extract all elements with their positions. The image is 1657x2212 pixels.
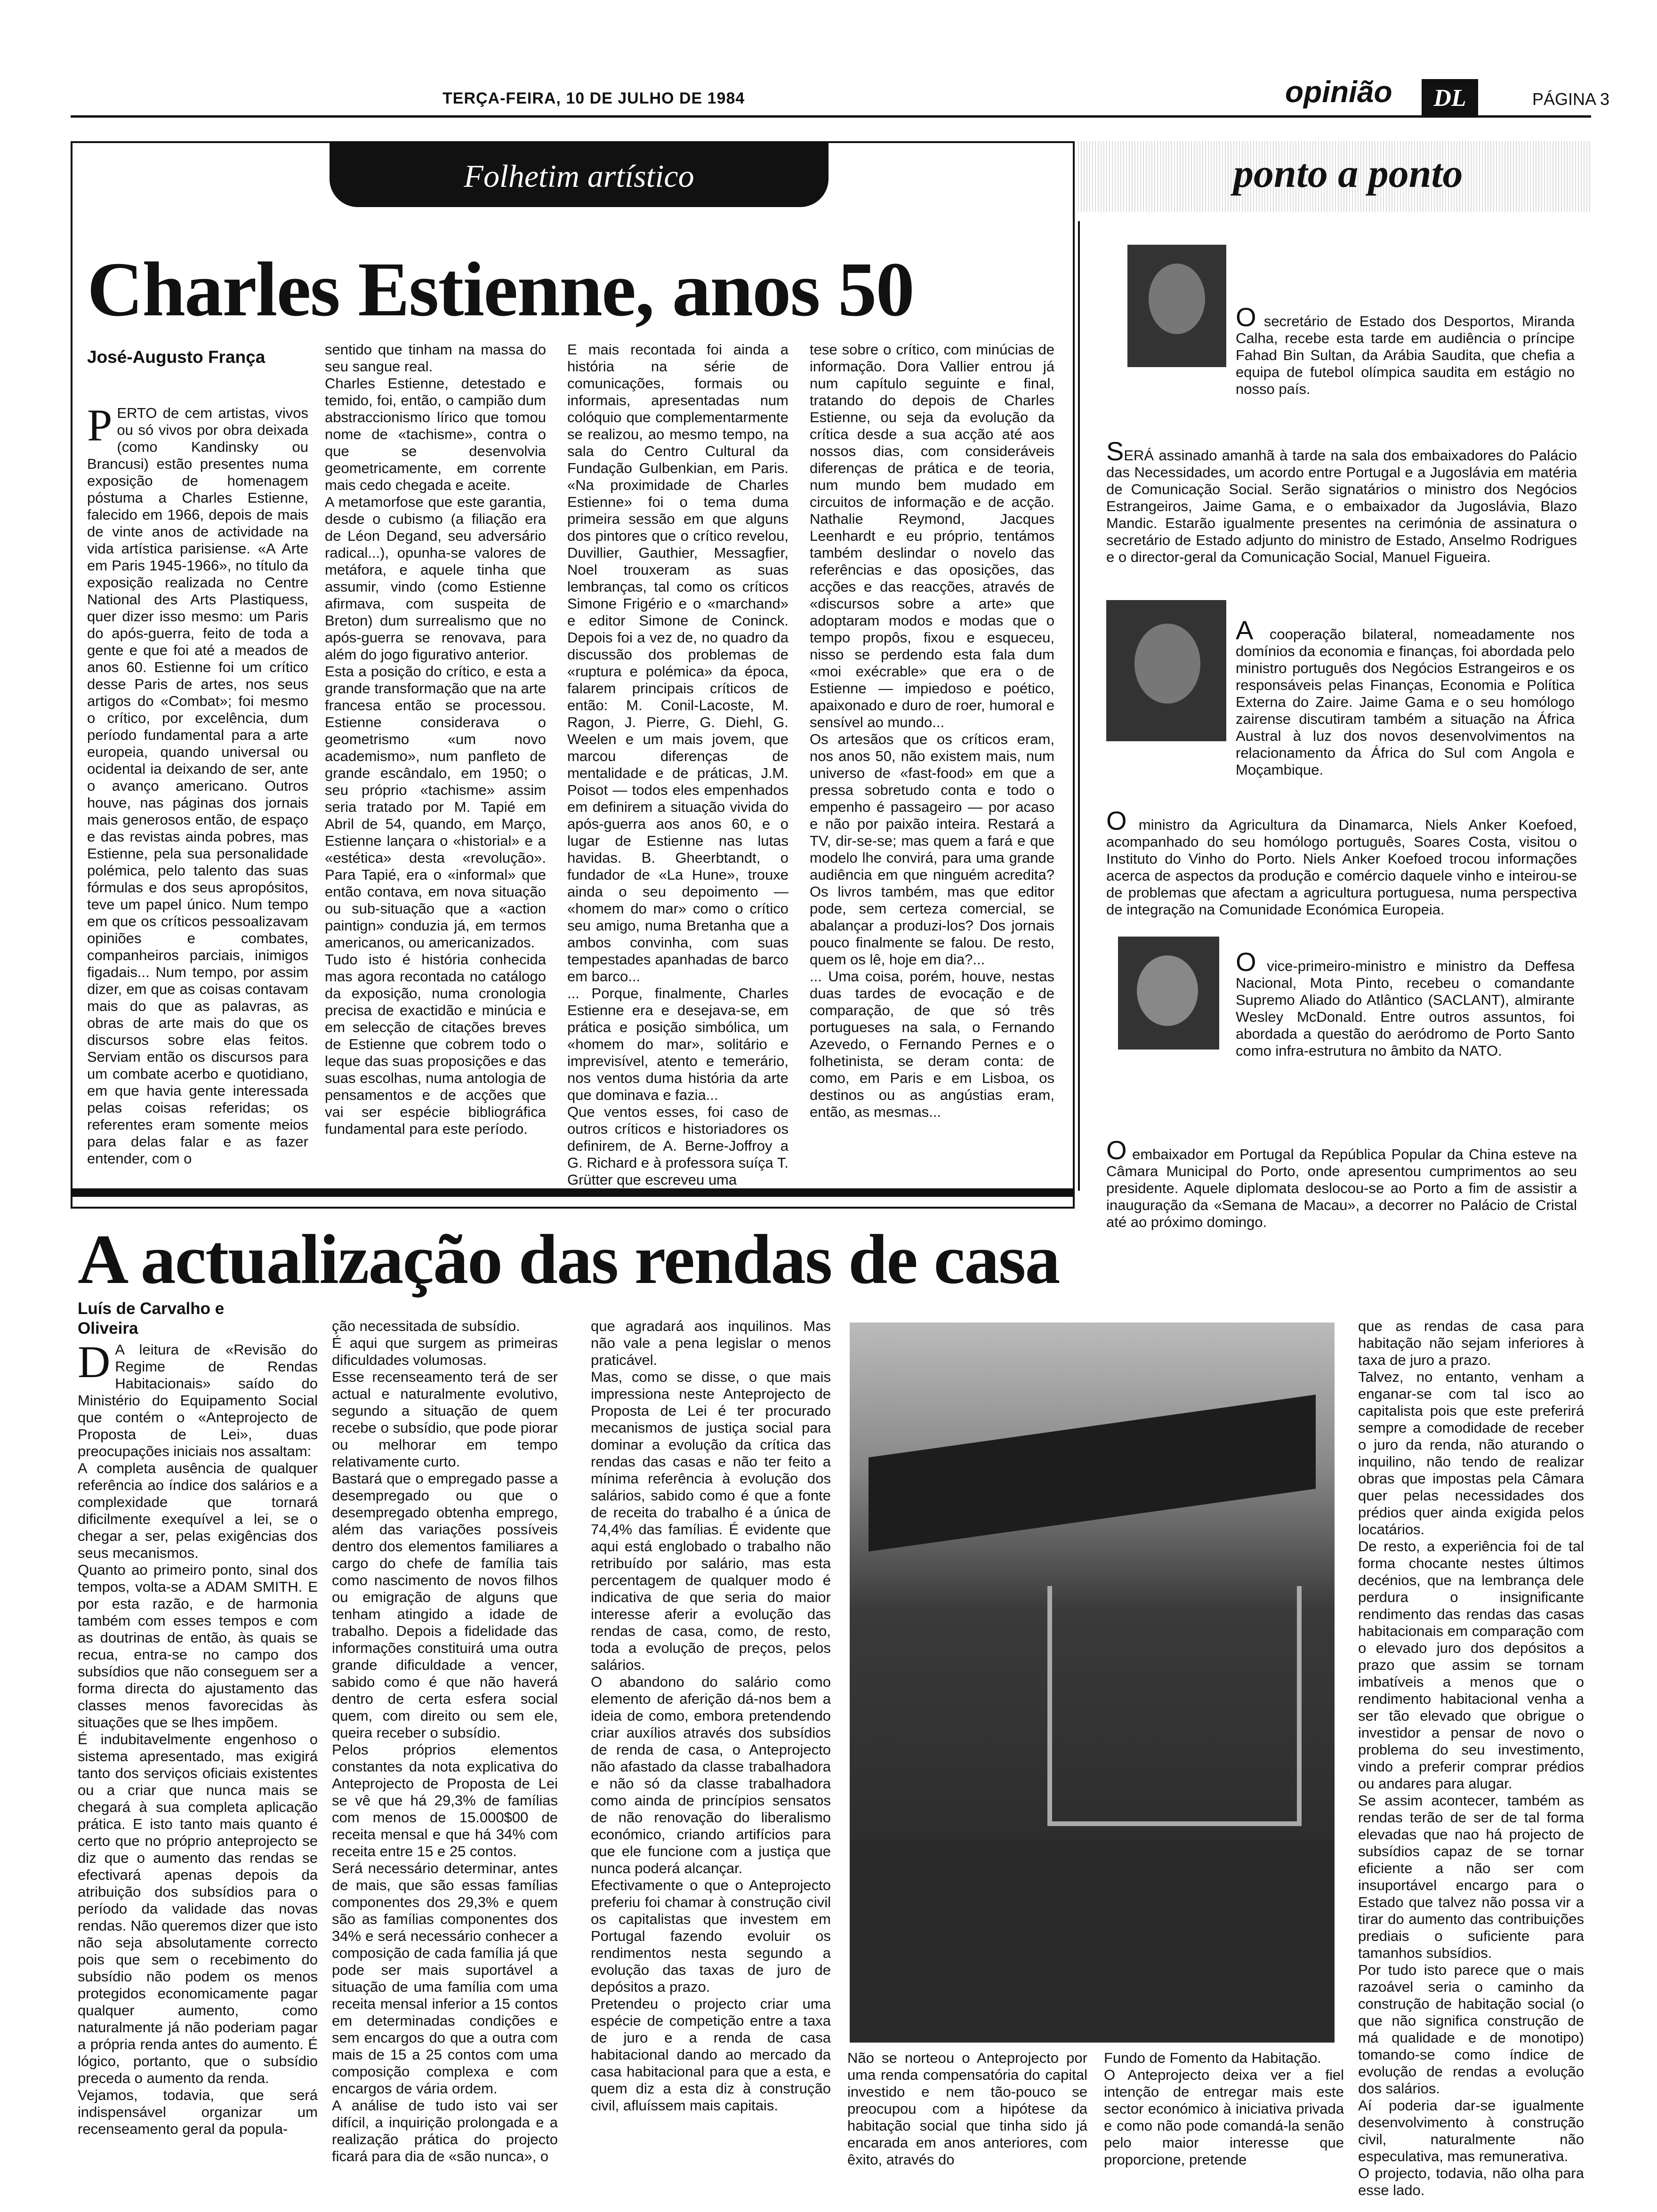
rendas-headline: A actualização das rendas de casa [78,1220,1060,1298]
rendas-column-5: que as rendas de casa para habitação não sejam inferiores à taxa de juro a prazo. Talvez, no entanto, venham a enganar-se com tal isco ao capitalista pois que este preferirá sempre a comodidade de receber o juro da renda, não aturando o inquilino, não tendo de realizar obras que impostas pela Câmara quer pelas necessidades dos prédios quer ainda exigida pelos locatários. De resto, a experiência foi de tal forma chocante nestes últimos decénios, que na lembrança dele perdura o insignificante rendimento das rendas das casas habitacionais em comparação com o elevado juro dos depósitos a prazo que assim se tornam imbatíveis a menos que o rendimento habitacional venha a ser tão elevado que obrigue o investidor a pensar de novo o problema do seu investimento, vindo a preferir comprar prédios ou andares para alugar. Se assim acontecer, também as rendas terão de ser de tal forma elevadas que nao há projecto de subsídios capaz de se tornar eficiente a não ser com insuportável encargo para o Estado que talvez não possa vir a tirar do aumento das contribuições prediais o suficiente para tamanhos subsídios. Por tudo isto parece que o mais razoável seria o caminho da construção de habitação social (o que não significa construção de má qualidade e de monotipo) tomando-se como índice de evolução de rendas a evolução dos salários. Aí poderia dar-se igualmente desenvolvimento à construção civil, naturalmente não especulativa, mas remunerativa. O projecto, todavia, não olha para esse lado. [1358,1318,1584,2198]
folhetim-column-4: tese sobre o crítico, com minúcias de informação. Dora Vallier entrou já num capítulo seguinte e final, tratando do depois de Charles Estienne, ou seja da evolução da crítica desde a sua acção até aos nossos dias, com consideráveis diferenças de prática e de teoria, num mundo bem mudado em circuitos de informação e de acção. Nathalie Reymond, Jacques Leenhardt e eu próprio, tentámos também deslindar o novelo das referências e das oposições, das acções e das reacções, através de «discursos sobre a arte» que adoptaram modos e modas que o tempo propôs, fixou e esqueceu, nisso se perdendo esta fala dum «moi exécrable» que era o de Estienne — impiedoso e poético, apaixonado e duro de roer, humoral e sensível ao mundo... Os artesãos que os críticos eram, nos anos 50, não existem mais, num universo de «fast-food» em que a pressa sobretudo conta e todo o empenho é passageiro — por acaso e não por paixão inteira. Restará a TV, dir-se-se; mas quem a fará e que modelo lhe convirá, para uma grande audiência em que ninguém acredita? Os livros também, mas que editor pode, sem certeza comercial, se abalançar a produzi-los? Dos jornais pouco finalmente se falou. De resto, quem os lê, hoje em dia?... ... Uma coisa, porém, houve, nestas duas tardes de evocação e de comparação, de que só três portugueses na sala, o Fernando Azevedo, o Fernando Pernes e o folhetinista, se deram conta: de como, em Paris e em Lisboa, os destinos ou as angústias eram, então, as mesmas... [810,341,1054,1120]
rendas-column-2: ção necessitada de subsídio. É aqui que surgem as primeiras dificuldades volumosas. Esse recenseamento terá de ser actual e naturalmente evolutivo, segundo a situação de quem recebe o subsídio, que pode piorar ou melhorar em tempo relativamente curto. Bastará que o empregado passe a desempregado ou que o desempregado obtenha emprego, além das variações possíveis dentro dos elementos familiares a cargo do chefe de família tais como nascimento de novos filhos ou emigração de alguns que tenham atingido a idade de trabalho. Depois a fidelidade das informações constituirá uma outra grande dificuldade a vencer, sabido como é que não haverá dentro de certa esfera social quem, com direito ou sem ele, queira receber o subsídio. Pelos próprios elementos constantes da nota explicativa do Anteprojecto de Proposta de Lei se vê que há 29,3% de famílias com menos de 15.000$00 de receita mensal e que há 34% com receita entre 15 e 25 contos. Será necessário determinar, antes de mais, que são essas famílias componentes dos 29,3% e quem são as famílias componentes dos 34% e será necessário conhecer a composição de cada família já que pode ser mais suportável a situação de uma família com uma receita mensal inferior a 15 contos em determinadas condições e sem encargos do que a outra com mais de 15 a 25 contos com uma composição complexa e com encargos de vária ordem. A análise de tudo isto vai ser difícil, a inquirição prolongada e a realização prática do projecto ficará para dia de «são nunca», o [332,1318,558,2164]
ponto-brief-1: O secretário de Estado dos Desportos, Miranda Calha, recebe esta tarde em audiência o príncipe Fahad Bin Sultan, da Arábia Saudita, que chefia a equipa de futebol olímpica saudita em estágio no nosso país. [1236,302,1575,397]
logo-mark: DL [1433,85,1466,112]
ponto-title: ponto a ponto [1233,151,1463,196]
crowd-photo [850,1322,1335,2043]
ponto-brief-3: A cooperação bilateral, nomeadamente nos domínios da economia e finanças, foi abordada pelo ministro português dos Negócios Estrangeiros e os responsáveis pelas Finanças, Economia e Política Externa do Zaire. Jaime Gama e o seu homólogo zairense discutiram também a situação na África Austral à luz dos novos desenvolvimentos na relacionamento da África do Sul com Angola e Moçambique. [1236,615,1575,778]
ponto-brief-2: SERÁ assinado amanhã à tarde na sala dos embaixadores do Palácio das Necessidades, um acordo entre Portugal e a Jugoslávia em matéria de Comunicação Social. Serão signatários o ministro dos Negócios Estrangeiros, Jaime Gama, e o embaixador da Jugoslávia, Blazo Mandic. Estarão igualmente presentes na cerimónia de assinatura o secretário de Estado adjunto do ministro de Estado, Anselmo Rodrigues e o director-geral da Comunicação Social, Manuel Figueira. [1106,436,1577,565]
folhetim-kicker: Folhetim artístico [464,158,694,194]
ponto-brief-4: O ministro da Agricultura da Dinamarca, Niels Anker Koefoed, acompanhado do seu homólogo português, Soares Costa, visitou o Instituto do Vinho do Porto. Niels Anker Koefoed trocou informações acerca de aspectos da produção e comércio daquele vinho e inteirou-se de problemas que afectam a agricultura portuguesa, numa perspectiva de integração na Comunidade Económica Europeia. [1106,806,1577,918]
photo-caption-a: Não se norteou o Anteprojecto por uma renda compensatória do capital investido e nem tão-pouco se preocupou com a hipótese da habitação social que tinha sido já encarada em anos anteriores, com êxito, através do [847,2050,1087,2168]
folhetim-headline: Charles Estienne, anos 50 [87,246,914,332]
ponto-brief-6: O embaixador em Portugal da República Popular da China esteve na Câmara Municipal do Porto, onde apresentou cumprimentos ao seu presidente. Aquele diplomata deslocou-se ao Porto a fim de assistir a inauguração da «Semana de Macau», a decorrer no Palácio de Cristal até ao próximo domingo. [1106,1135,1577,1230]
folhetim-column-3: E mais recontada foi ainda a história na série de comunicações, formais ou informais, apresentadas num colóquio que complementarmente se realizou, ao mesmo tempo, na sala do Centro Cultural da Fundação Gulbenkian, em Paris. «Na proximidade de Charles Estienne» foi o tema duma primeira sessão em que alguns dos pintores que o crítico revelou, Duvillier, Gauthier, Messagfier, Noel trouxeram as suas lembranças, tal como os críticos Simone Frigério e o «marchand» e editor Simone de Coninck. Depois foi a vez de, no quadro da discussão dos problemas de «ruptura e polémica» da época, falarem principais críticos de então: M. Conil-Lacoste, M. Ragon, J. Pierre, G. Diehl, G. Weelen e um mais jovem, que marcou diferenças de mentalidade e de práticas, J.M. Poisot — todos eles empenhados em definirem a situação vivida do após-guerra aos anos 60, e o lugar de Estienne nas lutas havidas. B. Gheerbtandt, o fundador de «La Hune», trouxe ainda o seu depoimento — «homem do mar» como o crítico seu amigo, numa Bretanha que a ambos convinha, com suas tempestades apanhadas de barco em barco... ... Porque, finalmente, Charles Estienne era e desejava-se, em prática e posição simbólica, um «homem do mar», solitário e imprevisível, atento e temerário, nos ventos duma história da arte que dominava e fazia... Que ventos esses, foi caso de outros críticos e historiadores os definirem, de A. Berne-Joffroy a G. Richard e à professora suíça T. Grütter que escreveu uma [567,341,788,1188]
folhetim-byline: José-Augusto França [87,347,265,367]
folhetim-bottom-rule [71,1188,1073,1197]
portrait-photo [1118,937,1219,1050]
section-label: opinião [1285,75,1392,109]
page-number: PÁGINA 3 [1532,89,1610,109]
rendas-column-3: que agradará aos inquilinos. Mas não vale a pena legislar o menos praticável. Mas, como se disse, o que mais impressiona neste Anteprojecto de Proposta de Lei é ter procurado mecanismos de justiça social para dominar a evolução da crítica das rendas das casas e não ter feito a mínima referência à evolução dos salários, sabido como é que a fonte de receita do trabalho é a única de 74,4% das famílias. É evidente que aqui está englobado o trabalho não retribuído por salário, mas esta percentagem de qualquer modo é indicativa de que seria do maior interesse aferir a evolução das rendas de casa, como, de resto, toda a evolução de preços, pelos salários. O abandono do salário como elemento de aferição dá-nos bem a ideia de como, embora pretendendo criar auxílios através dos subsídios de renda de casa, o Anteprojecto não afastado da classe trabalhadora e não só da classe trabalhadora como ainda de princípios sensatos de não renovação do liberalismo económico, criando artifícios para que ele funcione com a justiça que nunca poderá alcançar. Efectivamente o que o Anteprojecto preferiu foi chamar à construção civil os capitalistas que investem em Portugal fazendo evoluir os rendimentos nesta segundo a evolução das taxas de juro de depósitos a prazo. Pretendeu o projecto criar uma espécie de competição entre a taxa de juro e a renda de casa habitacional dando ao mercado da casa habitacional para que a esta, e quem diz a esta diz à construção civil, afluíssem mais capitais. [591,1318,831,2114]
portrait-photo [1127,245,1226,367]
ponto-brief-5: O vice-primeiro-ministro e ministro da Deffesa Nacional, Mota Pinto, recebeu o comandante Supremo Aliado do Atlântico (SACLANT), almirante Wesley McDonald. Entre outros assuntos, foi abordada a questão do aeródromo de Porto Santo como infra-estrutura no âmbito da NATO. [1236,947,1575,1059]
photo-caption-b: Fundo de Fomento da Habitação. O Anteprojecto deixa ver a fiel intenção de entregar mais este sector económico à iniciativa privada e como não pode comandá-la senão pelo maior interesse que proporcione, pretende [1104,2050,1344,2168]
dl-monogram-icon [1422,79,1478,118]
header-rule [71,115,1591,118]
ponto-left-rule [1078,221,1080,1191]
folhetim-dropcap: P [87,400,113,450]
folhetim-column-1: PERTO de cem artistas, vivos ou só vivos por obra deixada (como Kandinsky ou Brancusi) estão presentes numa exposição de homenagem póstuma a Charles Estienne, falecido em 1966, depois de mais de vinte anos de actividade na vida artística parisiense. «A Arte em Paris 1945-1966», no título da exposição realizada no Centre National des Arts Plastiquess, quer dizer isso mesmo: um Paris do após-guerra, feito de toda a gente e que foi até a meados de anos 60. Estienne foi um crítico desse Paris de artes, nos seus artigos do «Combat»; foi mesmo o crítico, por excelência, dum período fundamental para a arte europeia, quando universal ou ocidental ia deixando de ser, ante o avanço americano. Outros houve, nas páginas dos jornais mais generosos então, de espaço e das revistas ainda pobres, mas Estienne, pela sua personalidade polémica, pelo talento das suas fórmulas e dos seus apropósitos, teve um papel único. Num tempo em que os críticos pessoalizavam opiniões e combates, companheiros parciais, inimigos figadais... Num tempo, por assim dizer, em que as coisas contavam mais do que as palavras, as obras de arte mais do que os discursos sobre elas feitos. Serviam então os discursos para um combate acerbo e quotidiano, em que havia gente interessada pelas coisas referidas; os referentes eram somente meios para delas falar e as fazer entender, com o [87,400,308,1167]
rendas-dropcap: D [78,1337,111,1387]
rendas-column-1: D A leitura de «Revisão do Regime de Rendas Habitacionais» saído do Ministério do Equipamento Social que contém o «Anteprojecto de Proposta de Lei», duas preocupações iniciais nos assaltam: A completa ausência de qualquer referência ao índice dos salários e a complexidade que tornará dificilmente exequível a lei, se o chegar a ser, pelas exigências dos seus mecanismos. Quanto ao primeiro ponto, sinal dos tempos, volta-se a ADAM SMITH. E por esta razão, e de harmonia também com esses tempos e com as doutrinas de então, às quais se recua, entra-se no campo dos subsídios que não conseguem ser a forma directa do ajustamento das classes menos favorecidas às situações que se lhes impõem. É indubitavelmente engenhoso o sistema apresentado, mas exigirá tanto dos serviços oficiais existentes ou a criar que nunca mais se chegará à sua completa aplicação prática. E isto tanto mais quanto é certo que no próprio anteprojecto se diz que o aumento das rendas se efectivará apenas depois da atribuição dos subsídios para o período da validade das novas rendas. Não queremos dizer que isto não seja absolutamente correcto pois que sem o recebimento do subsídio não podem os menos protegidos economicamente pagar qualquer aumento, como naturalmente já não poderiam pagar a própria renda antes do aumento. É lógico, portanto, que o subsídio preceda o aumento da renda. Vejamos, todavia, que será indispensável organizar um recenseamento geral da popula- [78,1337,318,2137]
folhetim-column-2: sentido que tinham na massa do seu sangue real. Charles Estienne, detestado e temido, foi, então, o campião dum abstraccionismo lírico que tomou nome de «tachisme», contra o que se desenvolvia geometricamente, em corrente mais cedo chegada e aceite. A metamorfose que este garantia, desde o cubismo (a filiação era de Léon Degand, seu adversário radical...), opunha-se valores de metáfora, e aquele tinha que assumir, vindo (como Estienne afirmava, com suspeita de Breton) dum surrealismo que no após-guerra se renovava, para além do jogo figurativo anterior. Esta a posição do crítico, e esta a grande transformação que na arte francesa então se processou. Estienne considerava o geometrismo «um novo academismo», num panfleto de grande escândalo, em 1950; o seu próprio «tachisme» assim seria tratado por M. Tapié em Abril de 54, quando, em Março, Estienne lançara o «historial» e a «estética» desta «revolução». Para Tapié, era o «informal» que então contava, em nova situação ou sub-situação que a «action paintign» conduzia já, em termos americanos, ou americanizados. Tudo isto é história conhecida mas agora recontada no catálogo da exposição, numa cronologia precisa de exactidão e minúcia e em selecção de citações breves de Estienne que cobrem todo o leque das suas proposições e das suas escolhas, numa antologia de pensamentos e de acções que vai ser espécie bibliográfica fundamental para este período. [325,341,546,1137]
header-date: TERÇA-FEIRA, 10 DE JULHO DE 1984 [442,89,745,107]
portrait-photo [1106,600,1226,741]
rendas-byline: Luís de Carvalho e Oliveira [78,1299,225,1338]
